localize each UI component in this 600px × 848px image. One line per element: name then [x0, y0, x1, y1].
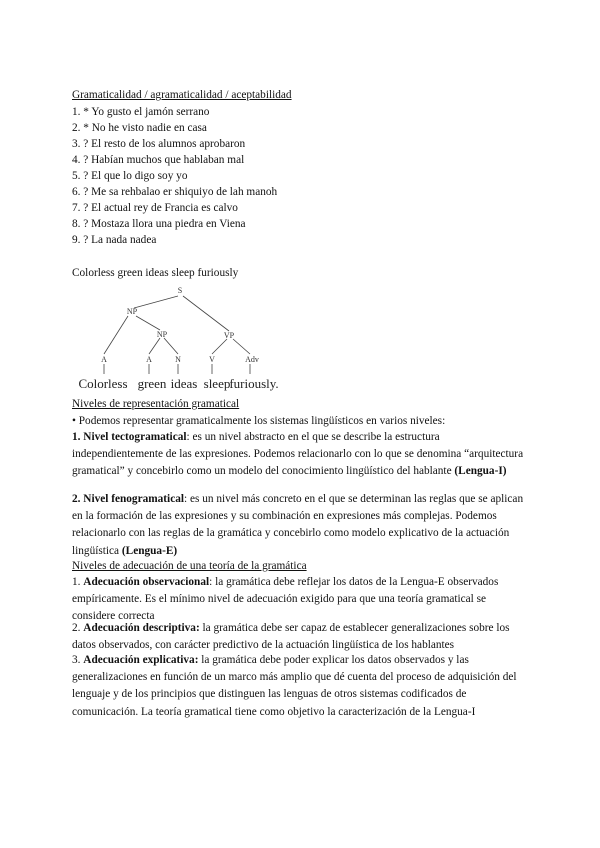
paragraph-text: : es un nivel más concreto en el que se determinan las reglas que se aplican en la formación de las expresiones y su combinación en expresiones más complejas. Podemos relacionarlo con las reglas de la gramática y concebirlo como modelo explicativo de la actuación lingüística [72, 493, 524, 557]
item-number: 3. [72, 654, 84, 666]
example-item: 3. ? El resto de los alumnos aprobaron [72, 138, 246, 150]
tree-caption: Colorless green ideas sleep furiously [72, 267, 239, 279]
example-item: 7. ? El actual rey de Francia es calvo [72, 202, 238, 214]
tree-node-np: NP [156, 330, 168, 339]
example-item: 8. ? Mostaza llora una piedra en Viena [72, 218, 246, 230]
example-item: 9. ? La nada nadea [72, 234, 157, 246]
paragraph-adecuacion-observacional [72, 574, 532, 626]
item-number: 2. [72, 622, 84, 634]
tree-node-n: N [175, 355, 181, 364]
tree-node-a: A [101, 355, 107, 364]
paragraph-fenogramatical [72, 491, 532, 560]
syntax-tree-diagram [72, 282, 292, 394]
tree-node-np: NP [126, 307, 138, 316]
tree-node-adv: Adv [245, 355, 259, 364]
paragraph-adecuacion-descriptiva [72, 620, 532, 654]
section-heading-gramaticalidad: Gramaticalidad / agramaticalidad / aceptabilidad [72, 89, 292, 101]
term-label: 1. Nivel tectogramatical [72, 431, 187, 443]
paragraph-adecuacion-explicativa [72, 652, 532, 721]
tree-word: sleep [203, 376, 231, 391]
term-label: 2. Nivel fenogramatical [72, 493, 184, 505]
term-label: Adecuación explicativa: [83, 654, 199, 666]
example-item: 2. * No he visto nadie en casa [72, 122, 207, 134]
paragraph-text: : es un nivel abstracto en el que se describe la estructura independientemente de las expresiones. Podemos relacionarlo con lo que se denomina “arquitectura gramatical” y concebirlo como un modelo del conocimiento lingüístico del hablante [72, 431, 524, 478]
example-item: 6. ? Me sa rehbalao er shiquiyo de lah manoh [72, 186, 278, 198]
tree-word: furiously. [229, 376, 279, 391]
tree-node-a: A [146, 355, 152, 364]
term-tag: (Lengua-I) [454, 465, 507, 478]
tree-node-s: S [177, 286, 183, 295]
term-tag: (Lengua-E) [121, 544, 178, 557]
item-number: 1. [72, 576, 84, 588]
tree-word: Colorless [78, 376, 128, 391]
section-heading-niveles-adecuacion: Niveles de adecuación de una teoría de la gramática [72, 560, 307, 572]
example-item: 5. ? El que lo digo soy yo [72, 170, 188, 182]
term-label: Adecuación observacional [83, 576, 210, 588]
example-item: 1. * Yo gusto el jamón serrano [72, 106, 210, 118]
tree-node-vp: VP [223, 331, 235, 340]
paragraph-text: la gramática debe ser capaz de establecer generalizaciones sobre los datos observados, con carácter predictivo de la actuación lingüística de los hablantes [72, 622, 510, 652]
term-label: Adecuación descriptiva: [83, 622, 200, 634]
tree-word: green [137, 376, 167, 391]
paragraph-text: : la gramática debe reflejar los datos de la Lengua-E observados empíricamente. Es el mínimo nivel de adecuación exigido para que una teoría gramatical se considere correcta [72, 576, 499, 623]
tree-word: ideas [170, 376, 198, 391]
section-heading-niveles-representacion: Niveles de representación gramatical [72, 398, 240, 410]
tree-node-v: V [209, 355, 215, 364]
paragraph-tectogramatical [72, 429, 532, 481]
example-item: 4. ? Habían muchos que hablaban mal [72, 154, 245, 166]
paragraph-text: la gramática debe poder explicar los datos observados y las generalizaciones en función de un marco más amplio que dé cuenta del proceso de adquisición del lenguaje y de los principios que distinguen las lenguas de otros sistemas codificados de comunicación. La teoría gramatical tiene como objetivo la caracterización de la Lengua-I [72, 654, 517, 718]
intro-bullet: • Podemos representar gramaticalmente los sistemas lingüísticos en varios niveles: [72, 415, 446, 427]
